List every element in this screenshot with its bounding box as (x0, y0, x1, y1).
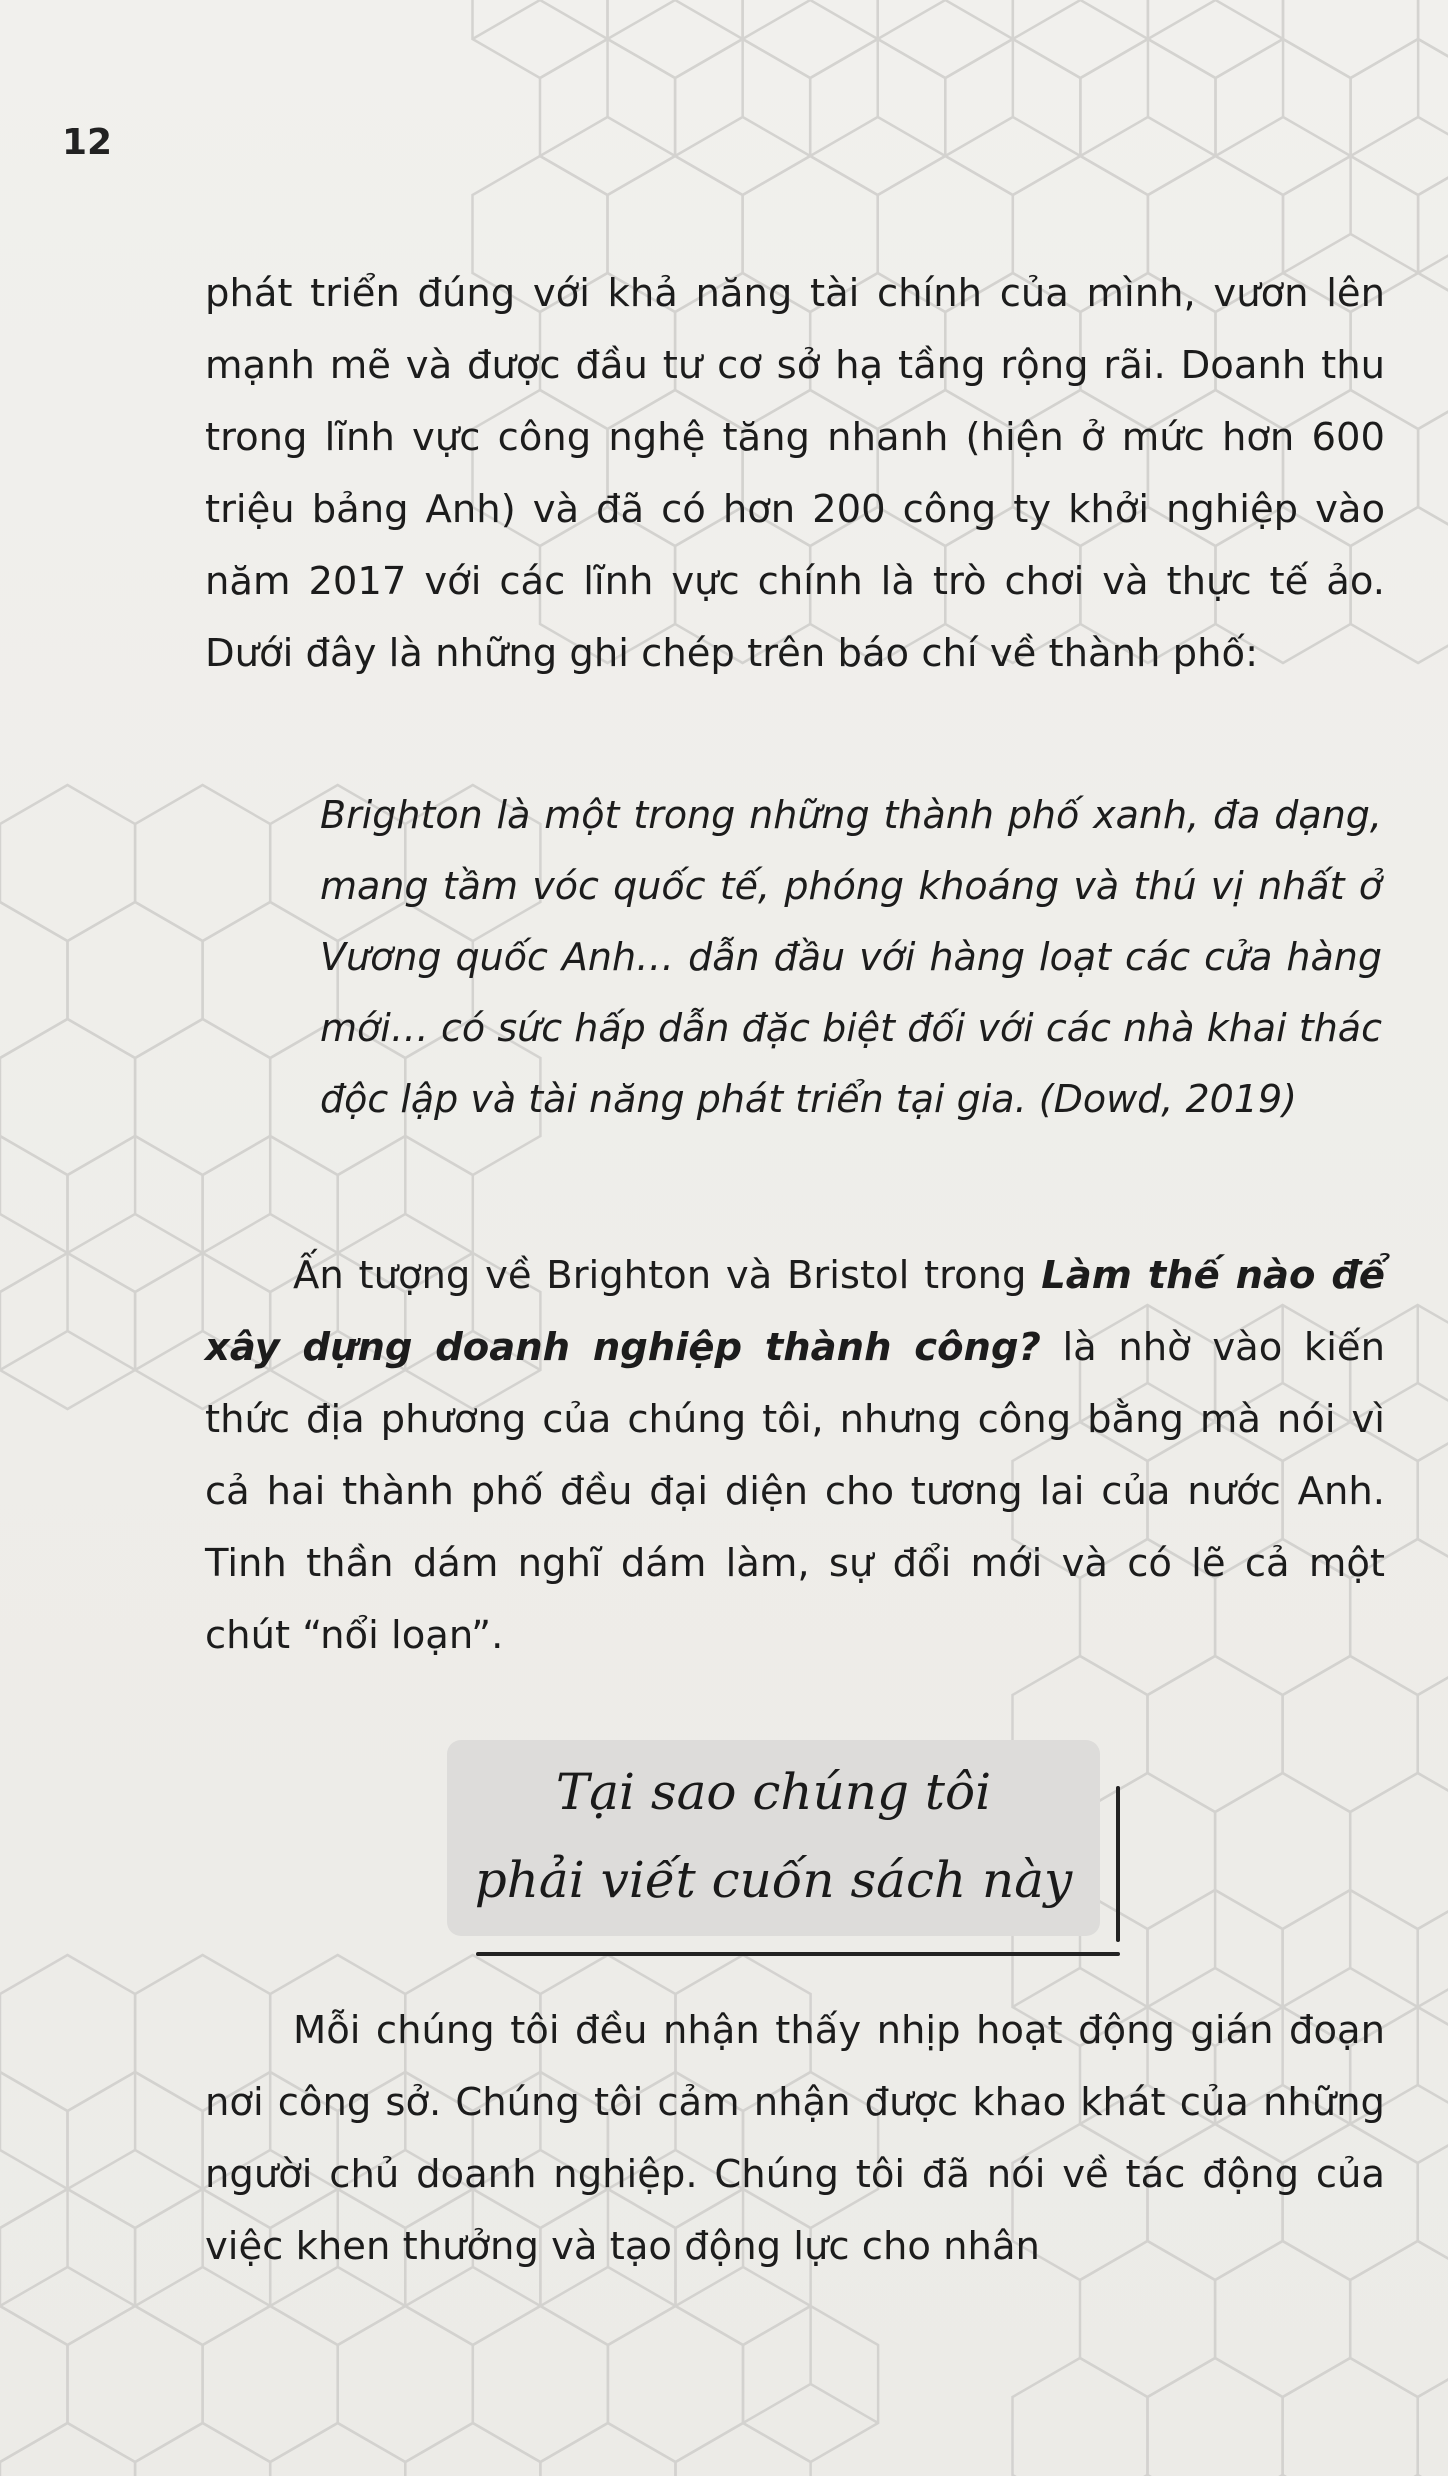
background-hexagon (203, 902, 338, 1058)
background-cube-edges (810, 39, 945, 156)
background-hexagon (68, 902, 203, 1058)
section-heading-line-1: Tại sao chúng tôi (555, 1763, 992, 1821)
background-hexagon (0, 2306, 68, 2462)
background-hexagon (540, 2423, 675, 2476)
background-cube-edges (203, 1136, 338, 1253)
background-hexagon (68, 2306, 203, 2462)
block-quote: Brighton là một trong những thành phố xanh, đa dạng, mang tầm vóc quốc tế, phóng khoáng và thú vị nhất ở Vương quốc Anh… dẫn đầu với hàng loạt các cửa hàng mới… có sức hấp dẫn đặc biệt đối với các nhà khai thác độc lập và tài năng phát triển tại gia. (Dowd, 2019) (320, 793, 1382, 1121)
background-hexagon (0, 902, 68, 1058)
background-cube-edges (675, 39, 810, 156)
background-hexagon (1148, 0, 1283, 78)
paragraph-3-text: Mỗi chúng tôi đều nhận thấy nhịp hoạt động gián đoạn nơi công sở. Chúng tôi cảm nhận được khao khát của những người chủ doanh nghiệp. Chúng tôi đã nói về tác động của việc khen thưởng và tạo động lực cho nhân (205, 2008, 1385, 2269)
background-cube-edges (0, 1136, 68, 1253)
background-hexagon (135, 785, 270, 941)
section-heading-line-2: phải viết cuốn sách này (474, 1851, 1073, 1909)
background-hexagon (1350, 1773, 1448, 1929)
background-cube-edges (1148, 0, 1283, 39)
background-cube-edges (878, 0, 1013, 39)
background-hexagon (743, 0, 878, 78)
heading-frame-line-bottom (476, 1952, 1120, 1956)
background-cube-edges (1148, 1890, 1283, 2007)
background-cube-edges (338, 1136, 473, 1253)
background-hexagon (0, 2423, 135, 2476)
paragraph-2 (205, 1240, 1385, 1672)
background-cube-edges (1418, 1890, 1448, 2007)
background-cube-edges (608, 0, 743, 39)
background-cube-edges (0, 2072, 68, 2189)
heading-frame-line-right (1116, 1786, 1120, 1942)
background-hexagon (1418, 2358, 1448, 2476)
paragraph-1 (205, 258, 1385, 690)
background-hexagon (0, 785, 135, 941)
background-cube-edges (1216, 39, 1351, 156)
paragraph-2-text (205, 1240, 1385, 1672)
background-cube-edges (945, 39, 1080, 156)
paragraph-3 (205, 1995, 1385, 2283)
background-cube-edges (473, 0, 608, 39)
background-hexagon (473, 0, 608, 78)
background-cube-edges (1418, 156, 1448, 273)
background-hexagon (1283, 1656, 1418, 1812)
background-hexagon (1013, 2358, 1148, 2476)
background-hexagon (676, 2423, 811, 2476)
paragraph-2-after: là nhờ vào kiến thức địa phương của chúng tôi, nhưng công bằng mà nói vì cả hai thành phố đều đại diện cho tương lai của nước Anh. Tinh thần dám nghĩ dám làm, sự đổi mới và có lẽ cả một chút “nổi loạn”. (205, 1325, 1385, 1658)
background-cube-edges (743, 0, 878, 39)
background-cube-edges (1351, 39, 1448, 156)
paragraph-2-before: Ấn tượng về Brighton và Bristol trong (293, 1253, 1042, 1298)
background-hexagon (1148, 1656, 1283, 1812)
background-cube-edges (1080, 39, 1215, 156)
background-cube-edges (1283, 156, 1418, 273)
background-hexagon (0, 2072, 68, 2228)
background-hexagon (0, 1955, 135, 2111)
background-cube-edges (1283, 1890, 1418, 2007)
background-hexagon (608, 2306, 743, 2462)
background-hexagon (270, 2423, 405, 2476)
background-hexagon (405, 2423, 540, 2476)
background-hexagon (0, 1019, 135, 1175)
background-hexagon (1080, 1773, 1215, 1929)
background-hexagon (1013, 0, 1148, 78)
background-cube-edges (0, 1253, 135, 1370)
background-cube-edges (68, 2072, 203, 2189)
background-hexagon (878, 0, 1013, 78)
background-hexagon (1351, 39, 1448, 195)
background-hexagon (338, 2306, 473, 2462)
background-hexagon (135, 2423, 270, 2476)
background-cube-edges (0, 2189, 135, 2306)
background-hexagon (473, 2306, 608, 2462)
background-hexagon (0, 1136, 68, 1292)
background-hexagon (1148, 2358, 1283, 2476)
background-cube-edges (743, 2306, 878, 2423)
background-cube-edges (540, 39, 675, 156)
background-hexagon (1215, 1773, 1350, 1929)
page-number: 12 (62, 122, 113, 163)
background-hexagon (1418, 0, 1448, 78)
background-hexagon (203, 2306, 338, 2462)
background-hexagon (1283, 2358, 1418, 2476)
paragraph-1-text: phát triển đúng với khả năng tài chính của mình, vươn lên mạnh mẽ và được đầu tư cơ sở hạ tầng rộng rãi. Doanh thu trong lĩnh vực công nghệ tăng nhanh (hiện ở mức hơn 600 triệu bảng Anh) và đã có hơn 200 công ty khởi nghiệp vào năm 2017 với các lĩnh vực chính là trò chơi và thực tế ảo. Dưới đây là những ghi chép trên báo chí về thành phố: (205, 271, 1385, 676)
background-hexagon (608, 0, 743, 78)
book-title: Làm thế nào để xây dựng doanh nghiệp thành công? (205, 1253, 1385, 1370)
background-cube-edges (68, 1136, 203, 1253)
background-cube-edges (1013, 0, 1148, 39)
background-hexagon (135, 1019, 270, 1175)
background-hexagon (1283, 0, 1418, 78)
